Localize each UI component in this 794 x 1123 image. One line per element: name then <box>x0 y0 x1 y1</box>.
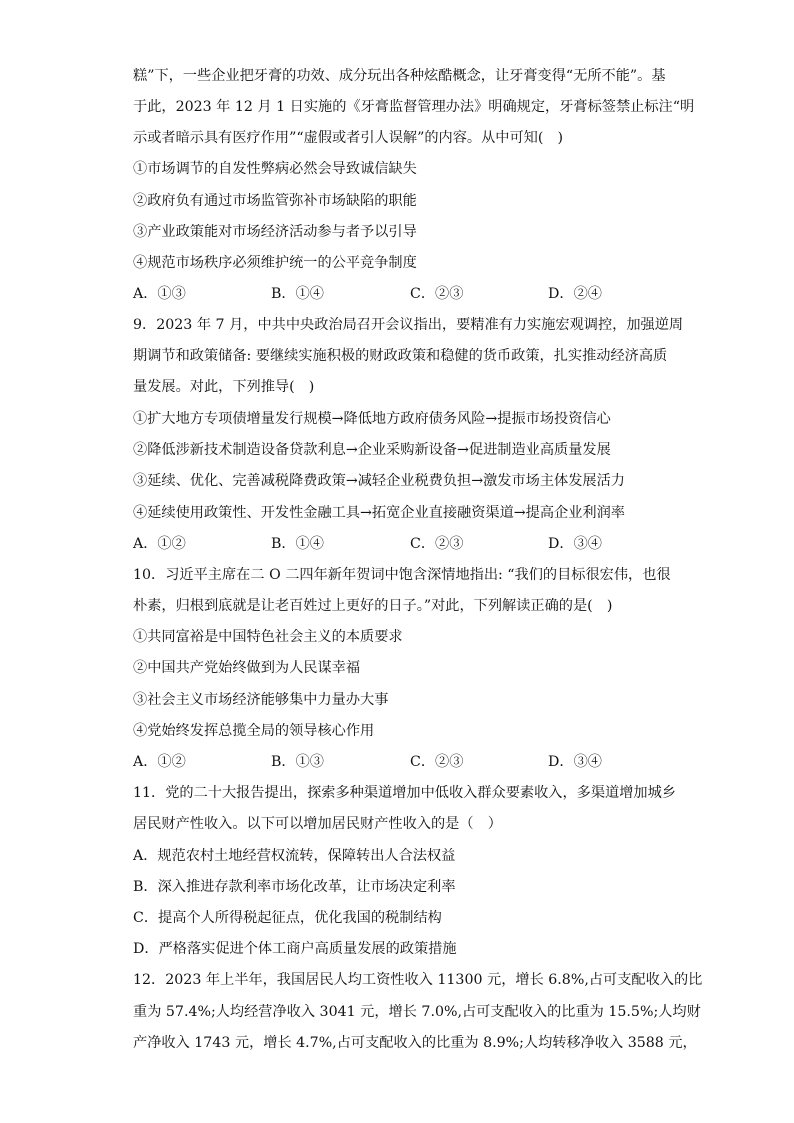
q8-options <box>133 284 673 304</box>
q10-option-c[interactable]: C．②③ <box>410 754 464 770</box>
q8-option-c[interactable]: C．②③ <box>410 286 464 302</box>
q11-choice-c[interactable]: C．提高个人所得税起征点，优化我国的税制结构 <box>133 910 442 926</box>
q8-statement-3: ③产业政策能对市场经济活动参与者予以引导 <box>133 224 417 240</box>
q8-statement-1: ①市场调节的自发性弊病必然会导致诚信缺失 <box>133 161 417 177</box>
q9-option-a[interactable]: A．①② <box>133 536 186 552</box>
q10-options <box>133 752 673 772</box>
q8-option-a[interactable]: A．①③ <box>133 286 186 302</box>
q9-statement-1: ①扩大地方专项债增量发行规模→降低地方政府债务风险→提振市场投资信心 <box>133 411 611 427</box>
q10-statement-2: ②中国共产党始终做到为人民谋幸福 <box>133 660 361 676</box>
q10-statement-4: ④党始终发挥总揽全局的领导核心作用 <box>133 723 375 739</box>
q12-stem-line-3: 产净收入 1743 元，增长 4.7%,占可支配收入的比重为 8.9%;人均转移净收入 3588 元， <box>133 1035 697 1051</box>
q8-stem-line-3: 示或者暗示具有医疗作用”“虚假或者引人误解”的内容。从中可知( ) <box>133 130 564 146</box>
q9-option-b[interactable]: B．①④ <box>271 536 324 552</box>
q9-option-c[interactable]: C．②③ <box>410 536 464 552</box>
q9-stem-line-1: 9．2023 年 7 月，中共中央政治局召开会议指出，要精准有力实施宏观调控，加强逆周 <box>133 317 684 333</box>
q10-option-a[interactable]: A．①② <box>133 754 186 770</box>
q12-stem-line-2: 重为 57.4%;人均经营净收入 3041 元，增长 7.0%,占可支配收入的比重为 15.5%;人均财 <box>133 1004 701 1020</box>
q10-stem-line-2: 朴素，归根到底就是让老百姓过上更好的日子。”对此，下列解读正确的是( ) <box>133 598 613 614</box>
q9-option-d[interactable]: D．③④ <box>548 536 602 552</box>
q11-stem-line-1: 11．党的二十大报告提出，探索多种渠道增加中低收入群众要素收入，多渠道增加城乡 <box>133 785 676 801</box>
q9-statement-4: ④延续使用政策性、开发性金融工具→拓宽企业直接融资渠道→提高企业利润率 <box>133 505 625 521</box>
q9-stem-line-2: 期调节和政策储备: 要继续实施积极的财政政策和稳健的货币政策，扎实推动经济高质 <box>133 348 668 364</box>
q8-option-d[interactable]: D．②④ <box>548 286 602 302</box>
q8-stem-line-2: 于此，2023 年 12 月 1 日实施的《牙膏监督管理办法》明确规定，牙膏标签禁止标注“明 <box>133 99 695 115</box>
q11-choice-d[interactable]: D．严格落实促进个体工商户高质量发展的政策措施 <box>133 941 457 957</box>
q10-option-d[interactable]: D．③④ <box>548 754 602 770</box>
q8-statement-4: ④规范市场秩序必须维护统一的公平竞争制度 <box>133 255 417 271</box>
q9-stem-line-3: 量发展。对此，下列推导( ) <box>133 379 315 395</box>
q9-options <box>133 534 673 554</box>
q11-stem-line-2: 居民财产性收入。以下可以增加居民财产性收入的是（ ） <box>133 816 502 832</box>
q10-statement-3: ③社会主义市场经济能够集中力量办大事 <box>133 692 389 708</box>
q8-stem-line-1: 糕”下，一些企业把牙膏的功效、成分玩出各种炫酷概念，让牙膏变得“无所不能”。基 <box>133 68 666 84</box>
q10-option-b[interactable]: B．①③ <box>271 754 324 770</box>
q9-statement-2: ②降低涉新技术制造设备贷款利息→企业采购新设备→促进制造业高质量发展 <box>133 442 611 458</box>
q8-statement-2: ②政府负有通过市场监管弥补市场缺陷的职能 <box>133 193 417 209</box>
q11-choice-a[interactable]: A．规范农村土地经营权流转，保障转出人合法权益 <box>133 848 456 864</box>
q10-stem-line-1: 10．习近平主席在二 O 二四年新年贺词中饱含深情地指出: “我们的目标很宏伟，也很 <box>133 567 671 583</box>
q12-stem-line-1: 12．2023 年上半年，我国居民人均工资性收入 11300 元，增长 6.8%,占可支配收入的比 <box>133 972 703 988</box>
q8-option-b[interactable]: B．①④ <box>271 286 324 302</box>
q9-statement-3: ③延续、优化、完善减税降费政策→减轻企业税费负担→激发市场主体发展活力 <box>133 473 625 489</box>
q11-choice-b[interactable]: B．深入推进存款利率市场化改革，让市场决定利率 <box>133 879 456 895</box>
q10-statement-1: ①共同富裕是中国特色社会主义的本质要求 <box>133 629 403 645</box>
